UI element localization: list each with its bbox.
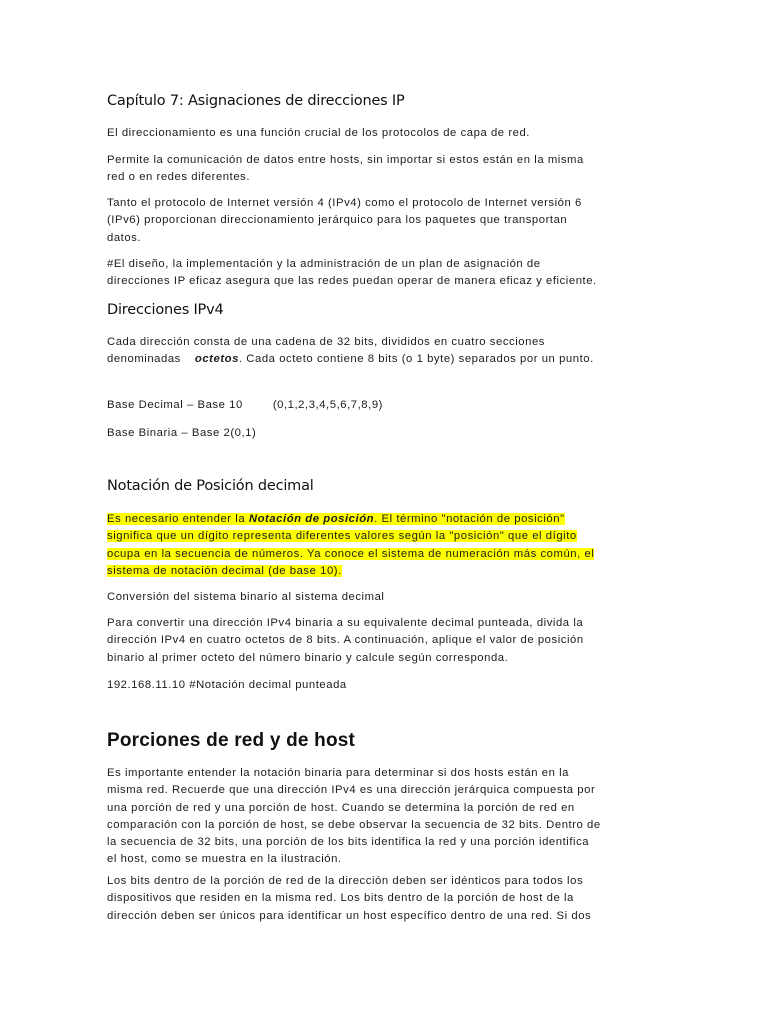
conversion-title: Conversión del sistema binario al sistema decimal (107, 591, 385, 603)
text-segment: . El término "notación de posición" (374, 513, 565, 525)
base-decimal-digits: (0,1,2,3,4,5,6,7,8,9) (272, 399, 383, 411)
highlight-segment: ocupa en la secuencia de números. Ya conoce el sistema de numeración más común, el (107, 547, 595, 560)
text-line: direcciones IP eficaz asegura que las redes puedan operar de manera eficaz y eficiente. (107, 275, 597, 288)
dotted-decimal-example: 192.168.11.10 #Notación decimal punteada (107, 679, 347, 691)
chapter-heading: Capítulo 7: Asignaciones de direcciones IP (107, 93, 405, 109)
text-segment: denominadas (107, 353, 181, 366)
text-line (107, 528, 594, 545)
text-line: una porción de red y una porción de host. Cuando se determina la porción de red en (107, 801, 575, 814)
paragraph-conversion (107, 615, 584, 667)
text-line (107, 351, 594, 368)
text-line: red o en redes diferentes. (107, 171, 251, 184)
text-line: dirección deben ser únicos para identificar un host específico dentro de una red. Si dos (107, 909, 592, 922)
positional-notation-term: Notación de posición (248, 513, 375, 525)
ipv4-heading: Direcciones IPv4 (107, 302, 224, 318)
text-line: la secuencia de 32 bits, una porción de los bits identifica la red y una porción identifica (107, 836, 590, 849)
highlight-segment: significa que un dígito representa diferentes valores según la "posición" que el dígito (107, 530, 577, 543)
text-line (107, 546, 594, 563)
notation-heading: Notación de Posición decimal (107, 478, 314, 494)
text-line: dispositivos que residen en la misma red. Los bits dentro de la porción de host de la (107, 892, 574, 905)
text-line: Cada dirección consta de una cadena de 32 bits, divididos en cuatro secciones (107, 336, 545, 348)
text-line: #El diseño, la implementación y la administración de un plan de asignación de (107, 258, 541, 270)
paragraph-network-bits (107, 873, 591, 925)
paragraph-design (107, 256, 597, 291)
text-line: misma red. Recuerde que una dirección IPv4 es una dirección jerárquica compuesta por (107, 784, 596, 797)
text-segment: . Cada octeto contiene 8 bits (o 1 byte) separados por un punto. (238, 353, 594, 366)
text-line: dirección IPv4 en cuatro octetos de 8 bits. A continuación, aplique el valor de posición (107, 634, 584, 647)
text-line: el host, como se muestra en la ilustración. (107, 853, 342, 866)
paragraph-ipv4-ipv6 (107, 195, 582, 247)
highlighted-paragraph (107, 511, 594, 580)
text-line (107, 511, 594, 528)
base-decimal-label: Base Decimal – Base 10 (107, 399, 243, 411)
text-line: datos. (107, 231, 142, 244)
highlight-segment: sistema de notación decimal (de base 10). (107, 564, 342, 577)
octetos-term: octetos (194, 353, 239, 366)
text-line: binario al primer octeto del número binario y calcule según corresponda. (107, 651, 509, 664)
base-binary-line: Base Binaria – Base 2(0,1) (107, 427, 257, 439)
text-line: (IPv6) proporcionan direccionamiento jerárquico para los paquetes que transportan (107, 214, 568, 227)
paragraph-address-format (107, 334, 594, 369)
base-decimal-line (107, 397, 383, 414)
text-line: Para convertir una dirección IPv4 binaria a su equivalente decimal punteada, divida la (107, 617, 584, 629)
text-line: Permite la comunicación de datos entre hosts, sin importar si estos están en la misma (107, 154, 584, 166)
text-segment: Es necesario entender la (107, 513, 249, 525)
text-line (107, 563, 594, 580)
paragraph-intro: El direccionamiento es una función crucial de los protocolos de capa de red. (107, 127, 530, 139)
text-line: Es importante entender la notación binaria para determinar si dos hosts están en la (107, 767, 569, 779)
paragraph-binary-notation (107, 765, 601, 869)
network-host-heading: Porciones de red y de host (107, 730, 356, 751)
paragraph-communication (107, 152, 584, 187)
text-line: Tanto el protocolo de Internet versión 4 (IPv4) como el protocolo de Internet versión 6 (107, 197, 582, 209)
text-line: comparación con la porción de host, se debe observar la secuencia de 32 bits. Dentro de (107, 818, 601, 831)
text-line: Los bits dentro de la porción de red de la dirección deben ser idénticos para todos los (107, 875, 584, 887)
